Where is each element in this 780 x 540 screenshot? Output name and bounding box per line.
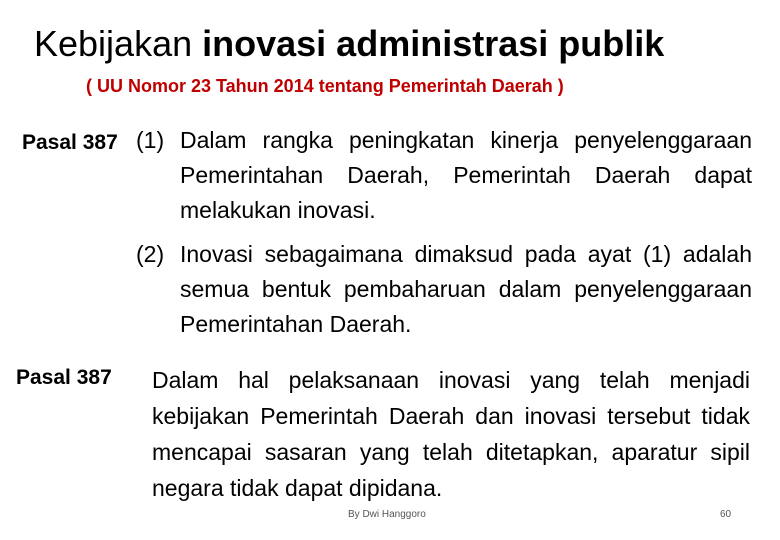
item-2-text: Inovasi sebagaimana dimaksud pada ayat (1) adalah semua bentuk pembaharuan dalam penyelenggaraan Pemerintahan Daerah. — [180, 241, 752, 337]
article-2-label: Pasal 387 — [16, 366, 112, 389]
page-number: 60 — [720, 509, 732, 520]
item-1-text: Dalam rangka peningkatan kinerja penyelenggaraan Pemerintahan Daerah, Pemerintah Daerah dapat melakukan inovasi. — [180, 127, 752, 223]
item-2-number: (2) — [136, 241, 165, 267]
title-normal: Kebijakan — [34, 23, 203, 64]
article-2-text: Dalam hal pelaksanaan inovasi yang telah menjadi kebijakan Pemerintah Daerah dan inovasi tersebut tidak mencapai sasaran yang telah ditetapkan, aparatur sipil negara tidak dapat dipidana. — [152, 367, 750, 501]
article-1-label: Pasal 387 — [22, 131, 118, 154]
article-1-item-2 — [136, 237, 752, 342]
item-1-number: (1) — [136, 127, 165, 153]
slide-title — [34, 20, 774, 68]
slide-subtitle: ( UU Nomor 23 Tahun 2014 tentang Pemerintah Daerah ) — [86, 76, 564, 96]
article-1-item-1 — [136, 123, 752, 228]
footer-author: By Dwi Hanggoro — [348, 509, 426, 520]
title-bold: inovasi administrasi publik — [202, 23, 665, 64]
